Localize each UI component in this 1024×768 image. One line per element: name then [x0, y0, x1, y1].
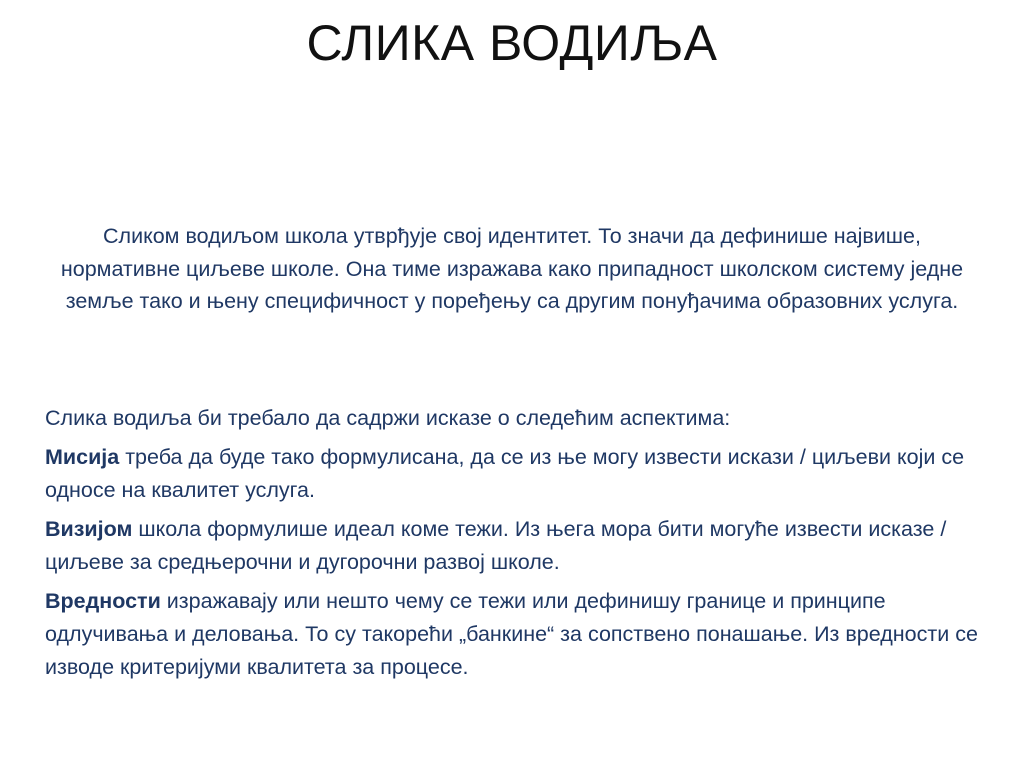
aspect-vision: [45, 513, 985, 579]
aspect-term: Вредности: [45, 589, 161, 613]
aspect-term: Мисија: [45, 445, 120, 469]
aspect-mission: [45, 441, 985, 507]
aspect-text: изражавају или нешто чему се тежи или дефинишу границе и принципе одлучивања и деловања. То су такорећи „банкине“ за сопствено понашање. Из вредности се изводе критеријуми квалитета за процесе.: [45, 589, 978, 679]
aspect-text: школа формулише идеал коме тежи. Из њега мора бити могуће извести исказе / циљеве за средњерочни и дугорочни развој школе.: [45, 517, 947, 574]
aspect-term: Визијом: [45, 517, 133, 541]
aspects-section: [45, 402, 985, 690]
aspect-values: [45, 585, 985, 684]
aspect-text: треба да буде тако формулисана, да се из ње могу извести искази / циљеви који се односе на квалитет услуга.: [45, 445, 965, 502]
intro-paragraph: Сликом водиљом школа утврђује свој идентитет. То значи да дефинише највише, нормативне циљеве школе. Она тиме изражава како припадност школском систему једне земље тако и њену специфичност у поређењу са другим понуђачима образовних услуга.: [60, 224, 964, 313]
slide-title: СЛИКА ВОДИЉА: [306, 15, 718, 71]
lead-sentence: Слика водиља би требало да садржи исказе о следећим аспектима:: [45, 406, 731, 430]
